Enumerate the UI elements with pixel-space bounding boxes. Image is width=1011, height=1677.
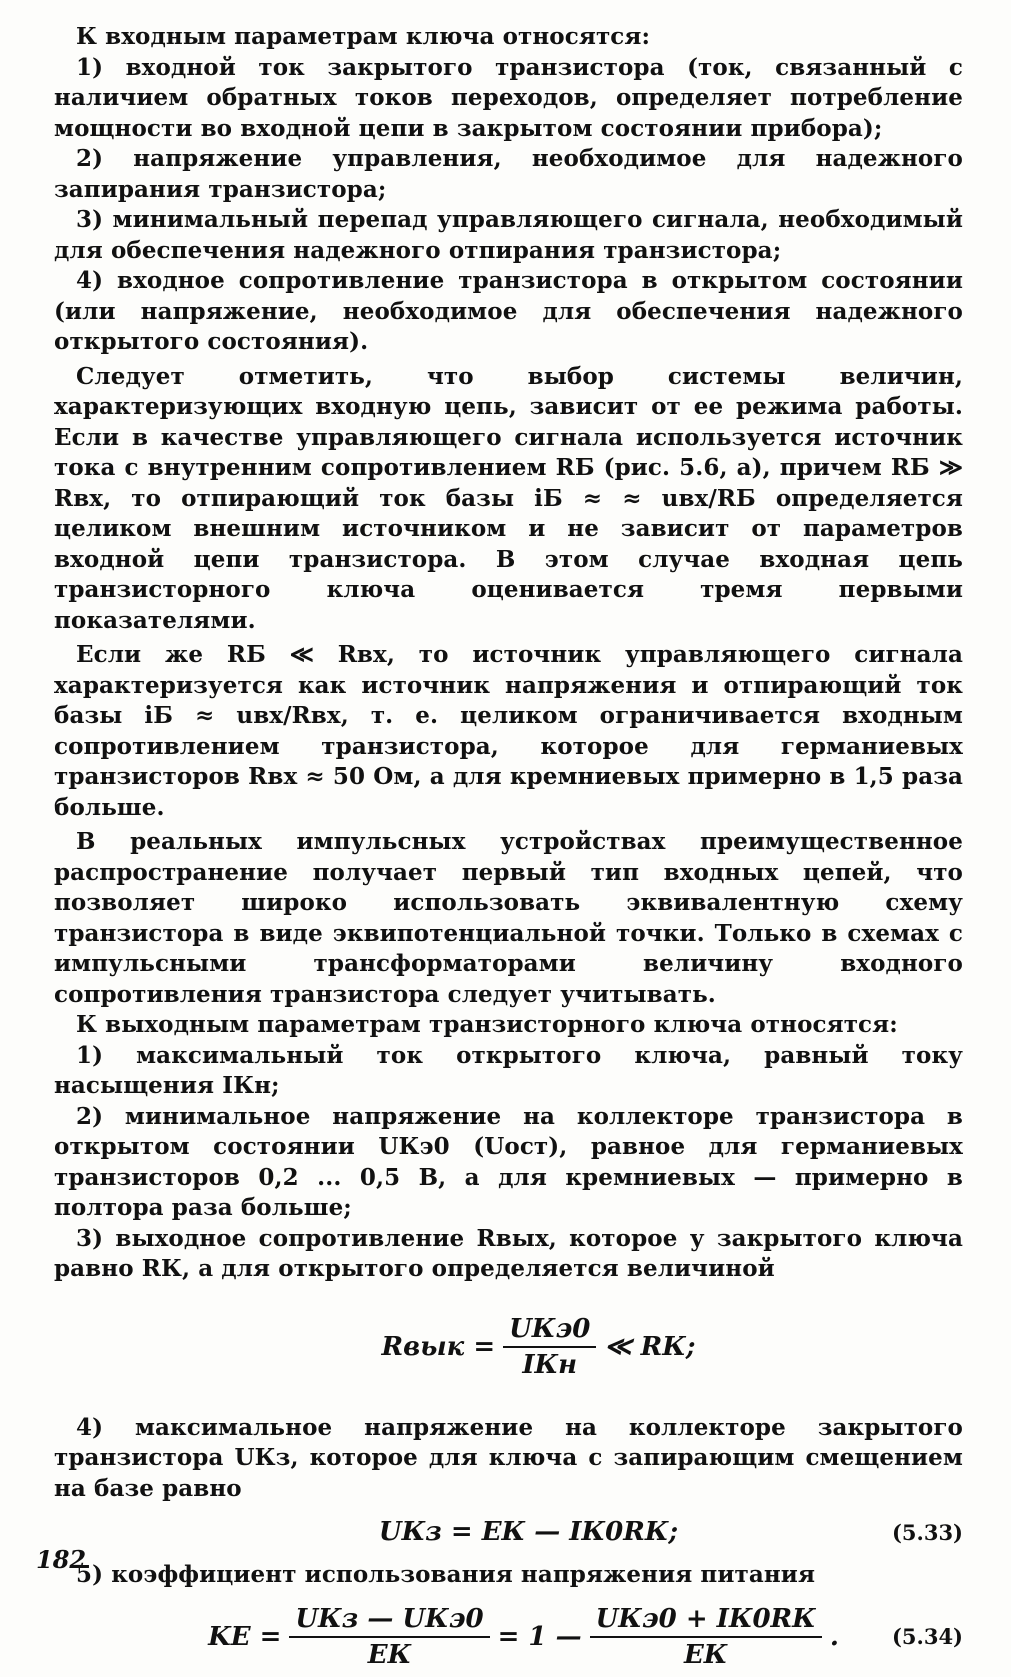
formula1-lhs: Rвык = (381, 1331, 496, 1362)
list-item-output-1: 1) максимальный ток открытого ключа, равный току насыщения IКн; (54, 1041, 963, 1099)
formula3-end: . (829, 1621, 839, 1652)
list-item-output-2: 2) минимальное напряжение на коллекторе транзистора в открытом состоянии UКэ0 (Uост), равное для германиевых транзисторов 0,2 ... 0,5 В, а для кремниевых — примерно в полтора раза больше; (54, 1102, 963, 1221)
list-item-input-1: 1) входной ток закрытого транзистора (ток, связанный с наличием обратных токов переходов, определяет потребление мощности во входной цепи в закрытом состоянии прибора); (54, 53, 963, 142)
paragraph-pulse-devices: В реальных импульсных устройствах преимущественное распространение получает первый тип входных цепей, что позволяет широко использовать эквивалентную схему транзистора в виде эквипотенциальной точки. Только в схемах с импульсными трансформаторами величину входного сопротивления транзистора следует учитывать. (54, 828, 963, 1008)
formula-5-33 (54, 1504, 963, 1560)
formula-output-resistance (54, 1299, 963, 1395)
formula1-fraction (503, 1314, 596, 1380)
list-item-input-3: 3) минимальный перепад управляющего сигнала, необходимый для обеспечения надежного отпирания транзистора; (54, 206, 963, 264)
equation-number-5-34: (5.34) (891, 1624, 963, 1649)
formula1-denominator: IКн (522, 1349, 578, 1380)
list-item-output-4: 4) максимальное напряжение на коллекторе закрытого транзистора UКз, которое для ключа с запирающим смещением на базе равно (54, 1413, 963, 1502)
formula3-fraction-1 (289, 1604, 489, 1670)
formula3-numerator-1: UКз — UКэ0 (289, 1604, 489, 1638)
formula3-denominator-1: EК (367, 1639, 412, 1670)
formula1-numerator: UКэ0 (503, 1314, 596, 1348)
equation-number-5-33: (5.33) (891, 1519, 963, 1545)
formula1-rhs: ≪ RК; (604, 1331, 696, 1362)
paragraph-voltage-source: Если же RБ ≪ Rвх, то источник управляющего сигнала характеризуется как источник напряжения и отпирающий ток базы iБ ≈ uвх/Rвх, т. е. целиком ограничивается входным сопротивлением транзистора, которое для германиевых транзисторов Rвх ≈ 50 Ом, а для кремниевых примерно в 1,5 раза больше. (54, 641, 963, 821)
list-item-input-2: 2) напряжение управления, необходимое для надежного запирания транзистора; (54, 145, 963, 203)
formula2-expression: UКз = EК — IК0RК; (378, 1517, 679, 1547)
paragraph-input-params-intro: К входным параметрам ключа относятся: (76, 23, 651, 50)
list-item-output-5: 5) коэффициент использования напряжения питания (76, 1561, 816, 1588)
formula-5-34 (54, 1597, 963, 1677)
paragraph-system-of-values: Следует отметить, что выбор системы величин, характеризующих входную цепь, зависит от ее режима работы. Если в качестве управляющего сигнала используется источник тока с внутренним сопротивлением RБ (рис. 5.6, а), причем RБ ≫ Rвх, то отпирающий ток базы iБ ≈ ≈ uвх/RБ определяется целиком внешним источником и не зависит от параметров входной цепи транзистора. В этом случае входная цепь транзисторного ключа оценивается тремя первыми показателями. (54, 362, 963, 634)
formula3-fraction-2 (590, 1604, 822, 1670)
formula3-middle: = 1 — (497, 1621, 582, 1652)
formula3-numerator-2: UКэ0 + IК0RК (590, 1604, 822, 1638)
formula3-denominator-2: EК (683, 1639, 728, 1670)
formula3-lhs: KE = (208, 1621, 282, 1652)
page-number: 182 (36, 1545, 87, 1574)
list-item-output-3: 3) выходное сопротивление Rвых, которое у закрытого ключа равно RК, а для открытого определяется величиной (54, 1224, 963, 1282)
paragraph-output-params-intro: К выходным параметрам транзисторного ключа относятся: (76, 1011, 898, 1038)
list-item-input-4: 4) входное сопротивление транзистора в открытом состоянии (или напряжение, необходимое для обеспечения надежного открытого состояния). (54, 267, 963, 355)
